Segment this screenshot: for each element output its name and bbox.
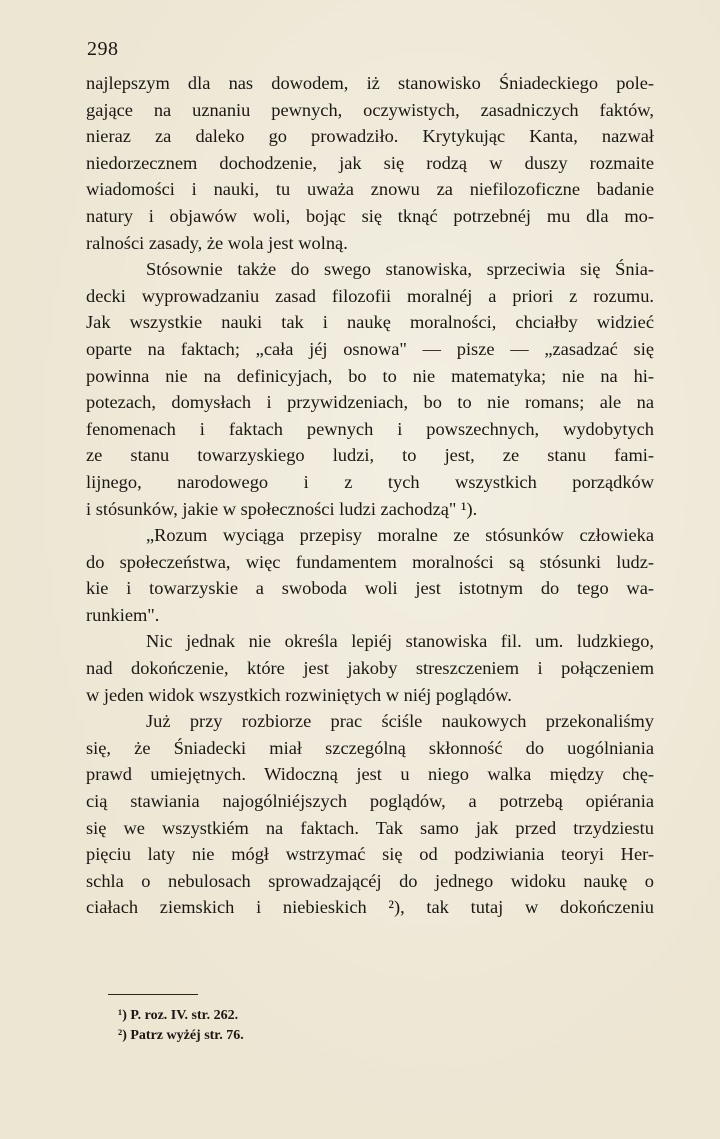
footnote-1: ¹) P. roz. IV. str. 262.: [118, 1008, 239, 1023]
text-line: ciałach ziemskich i niebieskich ²), tak tutaj w dokończeniu: [86, 897, 654, 918]
text-line: decki wyprowadzaniu zasad filozofii moralnéj a priori z rozumu.: [86, 285, 654, 306]
text-line: Nic jednak nie określa lepiéj stanowiska fil. um. ludzkiego,: [146, 631, 654, 652]
text-line: cią stawiania najogólniéjszych poglądów, a potrzebą opiérania: [86, 791, 654, 812]
page-number: 298: [87, 38, 119, 60]
text-line: Jak wszystkie nauki tak i naukę moralności, chciałby widzieć: [86, 312, 654, 333]
text-line: nad dokończenie, które jest jakoby streszczeniem i połączeniem: [86, 658, 654, 679]
text-line: i stósunków, jakie w społeczności ludzi zachodzą" ¹).: [86, 498, 478, 519]
text-line: natury i objawów woli, bojąc się tknąć potrzebnéj mu dla mo-: [86, 205, 654, 226]
text-line: najlepszym dla nas dowodem, iż stanowisko Śniadeckiego pole-: [86, 73, 654, 93]
text-line: nieraz za daleko go prowadziło. Krytykując Kanta, nazwał: [86, 126, 654, 147]
text-line: schla o nebulosach sprowadzającéj do jednego widoku naukę o: [86, 870, 654, 891]
text-line: oparte na faktach; „cała jéj osnowa" — pisze — „zasadzać się: [86, 338, 654, 359]
text-line: ralności zasady, że wola jest wolną.: [86, 232, 348, 253]
text-line: runkiem".: [86, 604, 160, 625]
text-line: Stósownie także do swego stanowiska, sprzeciwia się Śnia-: [146, 259, 654, 280]
footnote-divider: [108, 994, 198, 995]
text-line: Już przy rozbiorze prac ściśle naukowych przekonaliśmy: [146, 711, 654, 732]
text-line: prawd umiejętnych. Widoczną jest u niego walka między chę-: [86, 764, 654, 785]
text-line: niedorzecznem dochodzenie, jak się rodzą w duszy rozmaite: [86, 152, 654, 173]
text-line: wiadomości i nauki, tu uważa znowu za niefilozoficzne badanie: [86, 179, 654, 200]
text-line: lijnego, narodowego i z tych wszystkich porządków: [86, 471, 654, 492]
text-line: „Rozum wyciąga przepisy moralne ze stósunków człowieka: [146, 525, 654, 546]
text-line: w jeden widok wszystkich rozwiniętych w niéj poglądów.: [86, 684, 512, 705]
footnotes: [118, 1006, 244, 1046]
text-line: potezach, domysłach i przywidzeniach, bo to nie romans; ale na: [86, 392, 654, 413]
text-line: kie i towarzyskie a swoboda woli jest istotnym do tego wa-: [86, 578, 654, 599]
text-line: pięciu laty nie mógł wstrzymać się od podziwiania teoryi Her-: [86, 844, 654, 865]
text-line: gające na uznaniu pewnych, oczywistych, zasadniczych faktów,: [86, 99, 654, 120]
body-text: [86, 70, 654, 921]
text-line: powinna nie na definicyjach, bo to nie matematyka; nie na hi-: [86, 365, 654, 386]
text-line: fenomenach i faktach pewnych i powszechnych, wydobytych: [86, 418, 654, 439]
text-line: się, że Śniadecki miał szczególną skłonność do uogólniania: [86, 737, 654, 758]
text-line: do społeczeństwa, więc fundamentem moralności są stósunki ludz-: [86, 551, 654, 572]
text-line: ze stanu towarzyskiego ludzi, to jest, ze stanu fami-: [86, 445, 654, 466]
text-line: się we wszystkiém na faktach. Tak samo jak przed trzydziestu: [86, 817, 654, 838]
footnote-2: ²) Patrz wyżéj str. 76.: [118, 1028, 244, 1043]
